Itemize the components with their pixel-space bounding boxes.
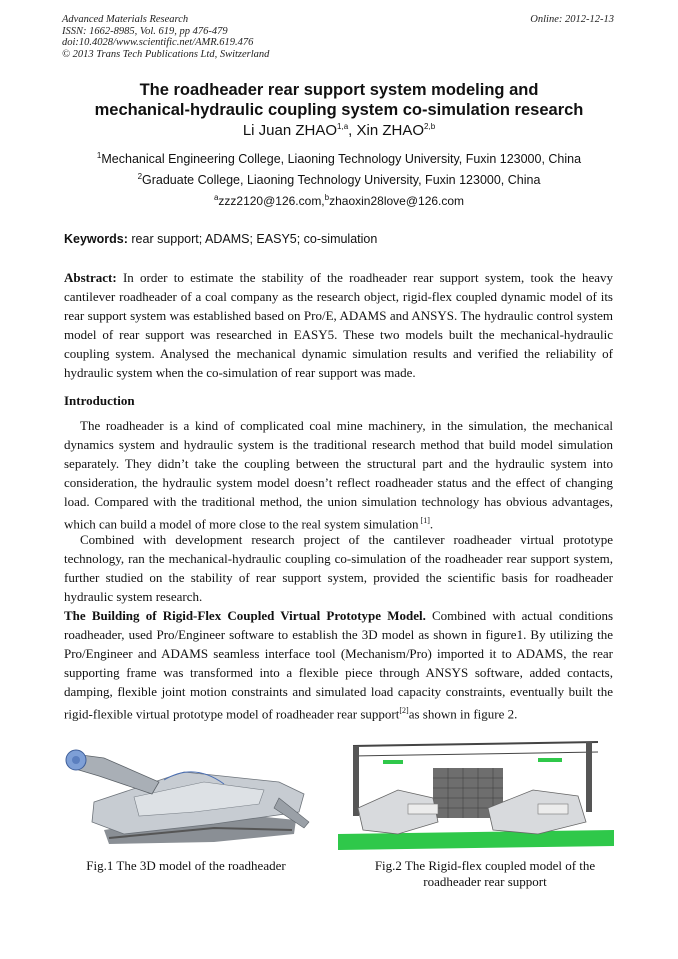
journal-header (62, 14, 269, 60)
aff1-text: Mechanical Engineering College, Liaoning Technology University, Fuxin 123000, China (101, 152, 582, 167)
building-text: Combined with actual conditions roadheader, used Pro/Engineer software to establish the 3D model as shown in figure1. By utilizing the Pro/Engineer and ADAMS seamless interface tool (Mechanism/Pro) imported it to ADAMS, the rear supporting frame was transformed into a flexible piece through ANSYS software, added contacts, damping, flexible joint motion constraints and simulated load capacity constraints, eventually built the rigid-flexible virtual prototype model of roadheader rear support (64, 608, 614, 722)
figure-2-rear-support-image (338, 738, 614, 852)
building-heading: The Building of Rigid-Flex Coupled Virtual Prototype Model. (64, 608, 426, 623)
aff2-sup: 2 (137, 172, 143, 181)
author-2: Xin ZHAO (356, 122, 425, 139)
email-b: zhaoxin28love@126.com (329, 194, 465, 208)
online-date: Online: 2012-12-13 (530, 14, 614, 25)
keywords (64, 232, 377, 246)
abstract-text: In order to estimate the stability of the roadheader rear support system, took the heavy cantilever roadheader of a coal company as the research object, rigid-flex coupled dynamic model of its rear support system was established based on Pro/E, ADAMS and ANSYS. The hydraulic control system model of rear support was researched in EASY5. These two models built the mechanical-hydraulic coupling system. Analysed the mechanical dynamic simulation results and verified the reliability of hydraulic system when the co-simulation of rear support was made. (64, 270, 613, 380)
title-line-1: The roadheader rear support system modeling and (139, 81, 539, 99)
keywords-text: rear support; ADAMS; EASY5; co-simulation (127, 232, 378, 246)
affiliation-1 (0, 151, 678, 166)
aff2-text: Graduate College, Liaoning Technology University, Fuxin 123000, China (142, 173, 541, 188)
figure-2-caption-line-2: roadheader rear support (423, 874, 547, 889)
abstract (64, 268, 613, 382)
aff1-sup: 1 (96, 151, 102, 160)
intro-p1-ref: [1] (418, 516, 430, 525)
building-text-end: as shown in figure 2. (408, 706, 518, 722)
paper-title (0, 80, 678, 120)
authors (0, 122, 678, 139)
email-b-sup: b (324, 193, 330, 202)
doi: doi:10.4028/www.scientific.net/AMR.619.476 (62, 37, 254, 48)
intro-p1-end: . (429, 516, 434, 532)
emails (0, 193, 678, 208)
title-line-2: mechanical-hydraulic coupling system co-simulation research (94, 101, 584, 119)
intro-p1-text: The roadheader is a kind of complicated coal mine machinery, in the simulation, the mechanical dynamics system and hydraulic system is the traditional research method that build model simulation separately. They didn’t take the coupling between the structural part and the hydraulic system into consideration, the hydraulic system model doesn’t reflect roadheader status and the effect of changing load. Compared with the traditional method, the union simulation technology has obvious advantages, which can build a model of more close to the real system simulation (64, 418, 613, 532)
intro-heading: Introduction (64, 393, 135, 408)
author-1: Li Juan ZHAO (242, 122, 338, 139)
intro-paragraph-2: Combined with development research project of the cantilever roadheader virtual prototype technology, ran the mechanical-hydraulic coupling co-simulation of the roadheader rear support system, further studied on the stability of rear support system, provided the scientific basis for roadheader hydraulic system research. (64, 532, 613, 604)
email-a-sup: a (213, 193, 219, 202)
abstract-label: Abstract: (64, 270, 117, 285)
figure-1-caption: Fig.1 The 3D model of the roadheader (86, 858, 286, 873)
intro-paragraph-1 (64, 416, 613, 533)
figure-2-caption-line-1: Fig.2 The Rigid-flex coupled model of the (374, 858, 596, 873)
author-2-sup: 2,b (424, 122, 436, 131)
issn: ISSN: 1662-8985, Vol. 619, pp 476-479 (62, 25, 228, 37)
keywords-label: Keywords: (64, 232, 128, 246)
figure-2-caption (350, 858, 620, 890)
author-1-sup: 1,a (337, 122, 349, 131)
building-paragraph (64, 606, 613, 723)
figure-1-roadheader-image (64, 742, 314, 850)
copyright: © 2013 Trans Tech Publications Ltd, Switzerland (62, 48, 270, 60)
author-separator: , (348, 122, 357, 139)
affiliation-2 (0, 172, 678, 187)
building-ref: [2] (399, 706, 409, 715)
email-a: zzz2120@126.com, (218, 194, 325, 208)
journal-name: Advanced Materials Research (62, 14, 189, 25)
